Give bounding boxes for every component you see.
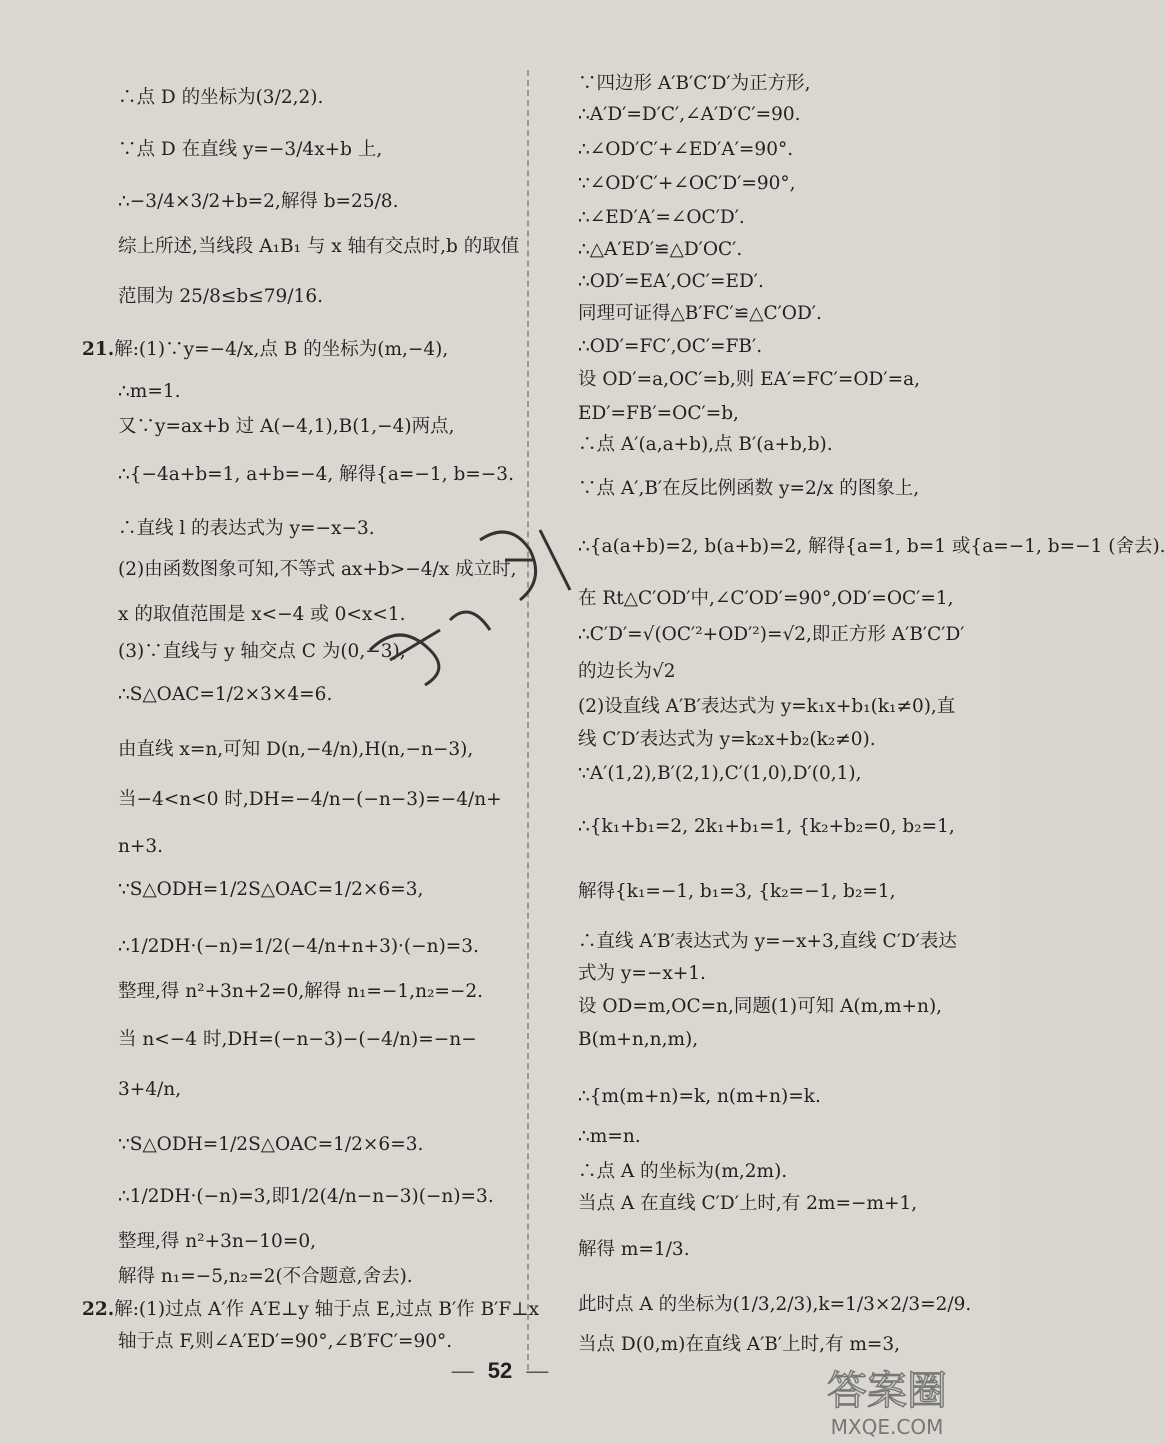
text-line: [578, 535, 1166, 559]
line-text: ∴点 A 的坐标为(m,2m).: [578, 1161, 788, 1182]
text-line: [578, 172, 796, 196]
text-line: [118, 285, 323, 309]
text-line: [118, 1185, 494, 1209]
text-line: [578, 930, 957, 954]
line-text: 解得 n₁=−5,n₂=2(不合题意,舍去).: [118, 1266, 413, 1287]
line-text: x 的取值范围是 x<−4 或 0<x<1.: [118, 604, 406, 625]
text-line: [578, 815, 955, 839]
line-text: 3+4/n,: [118, 1079, 182, 1100]
line-text: ∴{a(a+b)=2, b(a+b)=2, 解得{a=1, b=1 或{a=−1, b=−1 (舍去).: [578, 536, 1166, 557]
line-text: 在 Rt△C′OD′中,∠C′OD′=90°,OD′=OC′=1,: [578, 588, 954, 609]
text-line: [118, 788, 502, 812]
line-text: ∵四边形 A′B′C′D′为正方形,: [578, 73, 811, 94]
line-text: 解:(1)过点 A′作 A′E⊥y 轴于点 E,过点 B′作 B′F⊥x: [114, 1299, 540, 1320]
text-line: [118, 380, 180, 404]
text-line: [578, 335, 762, 359]
line-text: 设 OD′=a,OC′=b,则 EA′=FC′=OD′=a,: [578, 369, 920, 390]
line-text: ∴{−4a+b=1, a+b=−4, 解得{a=−1, b=−3.: [118, 464, 514, 485]
text-line: [578, 880, 896, 904]
line-text: ∵∠OD′C′+∠OC′D′=90°,: [578, 173, 796, 194]
line-text: 整理,得 n²+3n−10=0,: [118, 1231, 316, 1252]
text-line: [118, 1265, 413, 1289]
text-line: [578, 1160, 787, 1184]
text-line: [578, 695, 955, 719]
line-text: 解得{k₁=−1, b₁=3, {k₂=−1, b₂=1,: [578, 881, 896, 902]
text-line: [578, 402, 739, 426]
text-line: [578, 587, 954, 611]
line-text: ∴m=n.: [578, 1126, 641, 1147]
line-text: ∴直线 l 的表达式为 y=−x−3.: [118, 518, 375, 539]
line-text: 解:(1)∵y=−4/x,点 B 的坐标为(m,−4),: [114, 339, 449, 360]
line-text: 范围为 25/8≤b≤79/16.: [118, 286, 323, 307]
text-line: [118, 138, 382, 162]
text-line: [118, 415, 454, 439]
text-line: [578, 238, 742, 262]
line-text: 线 C′D′表达式为 y=k₂x+b₂(k₂≠0).: [578, 729, 876, 750]
text-line: [118, 878, 423, 902]
line-text: 整理,得 n²+3n+2=0,解得 n₁=−1,n₂=−2.: [118, 981, 484, 1002]
line-text: (2)设直线 A′B′表达式为 y=k₁x+b₁(k₁≠0),直: [578, 696, 956, 717]
line-text: 此时点 A 的坐标为(1/3,2/3),k=1/3×2/3=2/9.: [578, 1294, 972, 1315]
problem-number: 21.: [82, 339, 115, 360]
line-text: 轴于点 F,则∠A′ED′=90°,∠B′FC′=90°.: [118, 1331, 453, 1352]
text-line: [578, 138, 793, 162]
line-text: ∴{m(m+n)=k, n(m+n)=k.: [578, 1086, 821, 1107]
text-line: [578, 433, 833, 457]
line-text: n+3.: [118, 836, 164, 857]
line-text: ∴S△OAC=1/2×3×4=6.: [118, 684, 333, 705]
text-line: [578, 368, 920, 392]
line-text: 式为 y=−x+1.: [578, 963, 706, 984]
line-text: ∵A′(1,2),B′(2,1),C′(1,0),D′(0,1),: [578, 763, 862, 784]
text-line: [118, 1078, 181, 1102]
text-line: [578, 1238, 690, 1262]
text-line: [118, 738, 473, 762]
text-line: [118, 1330, 452, 1354]
text-line: [578, 477, 919, 501]
line-text: 设 OD=m,OC=n,同题(1)可知 A(m,m+n),: [578, 996, 943, 1017]
text-line: [118, 235, 519, 259]
line-text: ∵S△ODH=1/2S△OAC=1/2×6=3.: [118, 1134, 424, 1155]
text-line: [578, 1333, 900, 1357]
line-text: ED′=FB′=OC′=b,: [578, 403, 739, 424]
text-line: [578, 1293, 971, 1317]
line-text: ∴OD′=EA′,OC′=ED′.: [578, 271, 764, 292]
site-watermark-logo: [792, 1360, 982, 1440]
line-text: ∵S△ODH=1/2S△OAC=1/2×6=3,: [118, 879, 424, 900]
line-text: ∴−3/4×3/2+b=2,解得 b=25/8.: [118, 191, 399, 212]
text-line: [578, 1028, 698, 1052]
line-text: B(m+n,n,m),: [578, 1029, 699, 1050]
text-line: [578, 1125, 641, 1149]
text-line: [578, 762, 861, 786]
line-text: 同理可证得△B′FC′≌△C′OD′.: [578, 303, 822, 324]
line-text: ∴直线 A′B′表达式为 y=−x+3,直线 C′D′表达: [578, 931, 957, 952]
watermark-sub: MXQE.COM: [830, 1415, 944, 1439]
page-footer: — 52 —: [451, 1358, 549, 1383]
text-line: [578, 206, 745, 230]
line-text: ∴1/2DH·(−n)=3,即1/2(4/n−n−3)(−n)=3.: [118, 1186, 494, 1207]
line-text: ∴1/2DH·(−n)=1/2(−4/n+n+3)·(−n)=3.: [118, 936, 479, 957]
line-text: ∴△A′ED′≌△D′OC′.: [578, 239, 743, 260]
text-line: [578, 1085, 821, 1109]
line-text: ∴m=1.: [118, 381, 181, 402]
text-line: [118, 463, 514, 487]
line-text: ∴点 A′(a,a+b),点 B′(a+b,b).: [578, 434, 833, 455]
line-text: (2)由函数图象可知,不等式 ax+b>−4/x 成立时,: [118, 559, 517, 580]
line-text: 当点 A 在直线 C′D′上时,有 2m=−m+1,: [578, 1193, 918, 1214]
text-line: [578, 962, 706, 986]
handwritten-scribble: [330, 500, 590, 700]
line-text: ∴{k₁+b₁=2, 2k₁+b₁=1, {k₂+b₂=0, b₂=1,: [578, 816, 955, 837]
text-line: [578, 270, 764, 294]
text-line: [82, 338, 448, 362]
page-number: 52: [487, 1358, 513, 1383]
text-line: [82, 1298, 539, 1322]
text-line: [118, 1230, 316, 1254]
line-text: ∴C′D′=√(OC′²+OD′²)=√2,即正方形 A′B′C′D′: [578, 624, 965, 645]
text-line: [118, 935, 479, 959]
line-text: 的边长为√2: [578, 661, 676, 682]
line-text: 又∵y=ax+b 过 A(−4,1),B(1,−4)两点,: [118, 416, 455, 437]
line-text: ∵点 D 在直线 y=−3/4x+b 上,: [118, 139, 383, 160]
text-line: [578, 995, 942, 1019]
text-line: [578, 103, 801, 127]
line-text: ∴点 D 的坐标为(3/2,2).: [118, 87, 324, 108]
text-line: [578, 660, 676, 684]
watermark-text: 答案圈: [827, 1368, 947, 1414]
text-line: [118, 835, 163, 859]
line-text: ∴∠OD′C′+∠ED′A′=90°.: [578, 139, 794, 160]
line-text: 由直线 x=n,可知 D(n,−4/n),H(n,−n−3),: [118, 739, 474, 760]
line-text: ∴A′D′=D′C′,∠A′D′C′=90.: [578, 104, 801, 125]
line-text: 综上所述,当线段 A₁B₁ 与 x 轴有交点时,b 的取值: [118, 236, 520, 257]
line-text: ∵点 A′,B′在反比例函数 y=2/x 的图象上,: [578, 478, 920, 499]
line-text: 当−4<n<0 时,DH=−4/n−(−n−3)=−4/n+: [118, 789, 502, 810]
text-line: [118, 1133, 423, 1157]
text-line: [578, 302, 822, 326]
text-line: [578, 728, 876, 752]
line-text: ∴∠ED′A′=∠OC′D′.: [578, 207, 745, 228]
line-text: 当点 D(0,m)在直线 A′B′上时,有 m=3,: [578, 1334, 901, 1355]
text-line: [578, 623, 965, 647]
line-text: 当 n<−4 时,DH=(−n−3)−(−4/n)=−n−: [118, 1029, 477, 1050]
column-divider: [527, 70, 529, 1370]
text-line: [118, 86, 323, 110]
text-line: [578, 72, 811, 96]
text-line: [118, 1028, 477, 1052]
line-text: ∴OD′=FC′,OC′=FB′.: [578, 336, 763, 357]
text-line: [118, 190, 398, 214]
problem-number: 22.: [82, 1299, 115, 1320]
line-text: 解得 m=1/3.: [578, 1239, 690, 1260]
text-line: [118, 980, 483, 1004]
text-line: [118, 683, 332, 707]
line-text: (3)∵直线与 y 轴交点 C 为(0,−3),: [118, 641, 406, 662]
text-line: [578, 1192, 917, 1216]
